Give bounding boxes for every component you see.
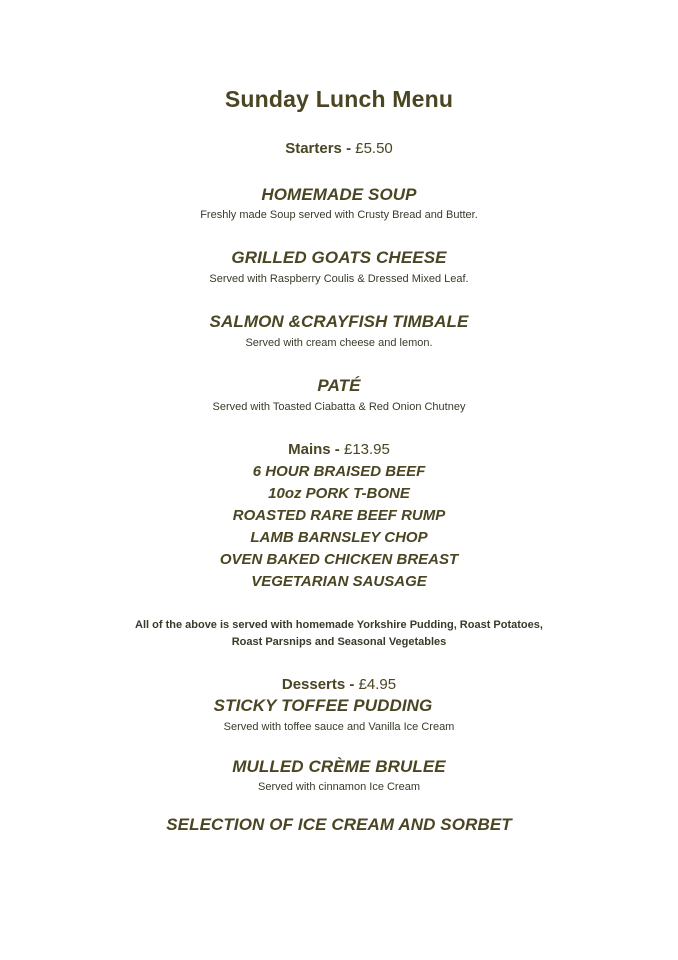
main-item: OVEN BAKED CHICKEN BREAST bbox=[219, 551, 459, 568]
main-item: 6 HOUR BRAISED BEEF bbox=[252, 463, 426, 480]
starter-name: GRILLED GOATS CHEESE bbox=[231, 248, 447, 267]
main-item: ROASTED RARE BEEF RUMP bbox=[232, 507, 446, 524]
starter-description: Served with cream cheese and lemon. bbox=[245, 337, 433, 349]
dessert-name: STICKY TOFFEE PUDDING bbox=[213, 696, 433, 715]
main-item: 10oz PORK T-BONE bbox=[268, 485, 410, 502]
starters-label: Starters - bbox=[285, 140, 352, 157]
dessert-final-item: SELECTION OF ICE CREAM AND SORBET bbox=[166, 815, 512, 834]
dessert-description: Served with toffee sauce and Vanilla Ice Cream bbox=[223, 721, 455, 733]
starter-description: Served with Toasted Ciabatta & Red Onion Chutney bbox=[212, 401, 466, 413]
starter-name: HOMEMADE SOUP bbox=[261, 185, 417, 204]
starter-name: SALMON &CRAYFISH TIMBALE bbox=[209, 312, 469, 331]
mains-note-line1: All of the above is served with homemade Yorkshire Pudding, Roast Potatoes, bbox=[135, 619, 543, 631]
starter-name: PATÉ bbox=[317, 376, 361, 395]
starters-heading bbox=[0, 140, 678, 157]
desserts-price: £4.95 bbox=[358, 676, 397, 693]
starters-price: £5.50 bbox=[355, 140, 393, 157]
desserts-label: Desserts - bbox=[281, 676, 355, 693]
main-item: LAMB BARNSLEY CHOP bbox=[250, 529, 428, 546]
starter-description: Served with Raspberry Coulis & Dressed Mixed Leaf. bbox=[209, 273, 469, 285]
menu-title: Sunday Lunch Menu bbox=[224, 86, 454, 112]
starter-description: Freshly made Soup served with Crusty Bread and Butter. bbox=[200, 209, 478, 221]
dessert-description: Served with cinnamon Ice Cream bbox=[257, 781, 420, 793]
desserts-heading bbox=[0, 676, 678, 693]
mains-price: £13.95 bbox=[343, 441, 390, 458]
mains-heading bbox=[0, 441, 678, 458]
main-item: VEGETARIAN SAUSAGE bbox=[251, 573, 427, 590]
mains-note-line2: Roast Parsnips and Seasonal Vegetables bbox=[231, 636, 447, 648]
mains-label: Mains - bbox=[288, 441, 340, 458]
dessert-name: MULLED CRÈME BRULEE bbox=[232, 757, 446, 776]
